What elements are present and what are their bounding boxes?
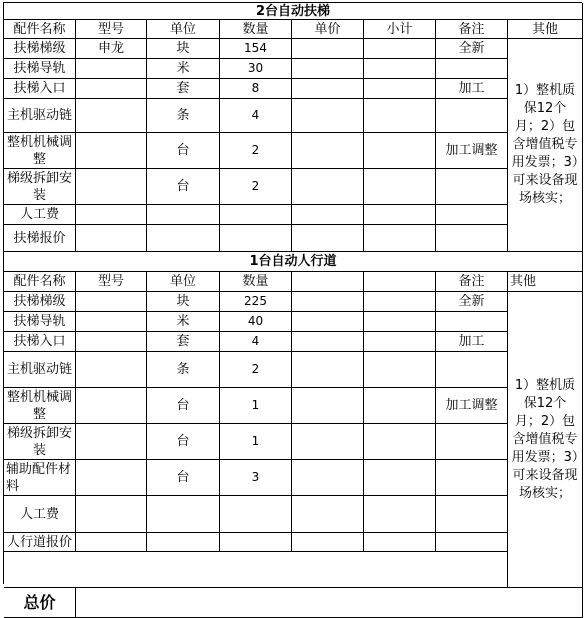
s2-row3-subtotal[interactable] — [364, 332, 436, 352]
s1-row7-note[interactable] — [436, 205, 508, 225]
s1-row3-price[interactable] — [292, 79, 364, 99]
s2-row4-model[interactable] — [76, 352, 147, 388]
s1-row3-note[interactable]: 加工 — [436, 79, 508, 99]
s1-row5-unit[interactable]: 台 — [147, 133, 220, 169]
s2-row4-qty[interactable]: 2 — [220, 352, 292, 388]
total-value[interactable] — [76, 588, 583, 618]
s2-row5-qty[interactable]: 1 — [220, 388, 292, 424]
s1-row5-model[interactable] — [76, 133, 147, 169]
s1-row4-name[interactable]: 主机驱动链 — [4, 99, 76, 133]
s1-row6-subtotal[interactable] — [364, 169, 436, 205]
s1-row7-qty[interactable] — [220, 205, 292, 225]
s2-row3-unit[interactable]: 套 — [147, 332, 220, 352]
s1-row7-subtotal[interactable] — [364, 205, 436, 225]
s2-row1-model[interactable] — [76, 292, 147, 312]
s2-row5-name[interactable]: 整机机械调整 — [4, 388, 76, 424]
s1-row6-price[interactable] — [292, 169, 364, 205]
s1-header-other[interactable]: 其他 — [508, 20, 583, 39]
s2-row2-unit[interactable]: 米 — [147, 312, 220, 332]
s2-header-note[interactable]: 备注 — [436, 272, 508, 292]
s2-row2-price[interactable] — [292, 312, 364, 332]
s1-row6-unit[interactable]: 台 — [147, 169, 220, 205]
s1-row5-price[interactable] — [292, 133, 364, 169]
s2-row2-name[interactable]: 扶梯导轨 — [4, 312, 76, 332]
s2-header-name[interactable]: 配件名称 — [4, 272, 76, 292]
s2-row4-subtotal[interactable] — [364, 352, 436, 388]
s2-row2-qty[interactable]: 40 — [220, 312, 292, 332]
s2-row4-price[interactable] — [292, 352, 364, 388]
s2-row1-note[interactable]: 全新 — [436, 292, 508, 312]
s2-row4-unit[interactable]: 条 — [147, 352, 220, 388]
s1-row1-subtotal[interactable] — [364, 39, 436, 59]
s2-row4-name[interactable]: 主机驱动链 — [4, 352, 76, 388]
s2-header-subtotal[interactable] — [364, 272, 436, 292]
s2-row2-model[interactable] — [76, 312, 147, 332]
s1-row6-qty[interactable]: 2 — [220, 169, 292, 205]
s2-row1-subtotal[interactable] — [364, 292, 436, 312]
s2-row8-qty[interactable] — [220, 496, 292, 533]
s2-row8-unit[interactable] — [147, 496, 220, 533]
s2-row5-note[interactable]: 加工调整 — [436, 388, 508, 424]
s2-row2-note[interactable] — [436, 312, 508, 332]
s2-row6-qty[interactable]: 1 — [220, 424, 292, 460]
s1-row3-qty[interactable]: 8 — [220, 79, 292, 99]
s2-row8-model[interactable] — [76, 496, 147, 533]
s1-row2-qty[interactable]: 30 — [220, 59, 292, 79]
s1-row2-name[interactable]: 扶梯导轨 — [4, 59, 76, 79]
s2-row3-price[interactable] — [292, 332, 364, 352]
s2-header-other[interactable]: 其他 — [508, 272, 583, 292]
s1-row3-model[interactable] — [76, 79, 147, 99]
s1-row2-note[interactable] — [436, 59, 508, 79]
s2-row1-name[interactable]: 扶梯梯级 — [4, 292, 76, 312]
s1-row7-model[interactable] — [76, 205, 147, 225]
s1-header-price[interactable]: 单价 — [292, 20, 364, 39]
s1-row8-name[interactable]: 扶梯报价 — [4, 225, 76, 252]
s1-row8-model[interactable] — [76, 225, 147, 252]
s1-row7-unit[interactable] — [147, 205, 220, 225]
s2-row3-note[interactable]: 加工 — [436, 332, 508, 352]
s1-row4-note[interactable] — [436, 99, 508, 133]
s2-header-qty[interactable]: 数量 — [220, 272, 292, 292]
s2-row1-qty[interactable]: 225 — [220, 292, 292, 312]
s2-row7-unit[interactable]: 台 — [147, 460, 220, 496]
s1-row5-qty[interactable]: 2 — [220, 133, 292, 169]
s2-row7-name[interactable]: 辅助配件材料 — [4, 460, 76, 496]
s1-row4-price[interactable] — [292, 99, 364, 133]
s1-row7-price[interactable] — [292, 205, 364, 225]
s1-row2-subtotal[interactable] — [364, 59, 436, 79]
s2-header-model[interactable]: 型号 — [76, 272, 147, 292]
s2-row8-subtotal[interactable] — [364, 496, 436, 533]
s1-row8-price[interactable] — [292, 225, 364, 252]
s2-other-notes[interactable]: 1）整机质保12个月；2）包含增值税专用发票；3）可来设备现场核实； — [508, 292, 583, 588]
s1-row7-name[interactable]: 人工费 — [4, 205, 76, 225]
s2-row9-unit[interactable] — [147, 533, 220, 552]
s1-row8-note[interactable] — [436, 225, 508, 252]
s2-row6-unit[interactable]: 台 — [147, 424, 220, 460]
s2-header-price[interactable] — [292, 272, 364, 292]
s2-row9-subtotal[interactable] — [364, 533, 436, 552]
s1-row6-note[interactable] — [436, 169, 508, 205]
s1-row5-note[interactable]: 加工调整 — [436, 133, 508, 169]
s2-row2-subtotal[interactable] — [364, 312, 436, 332]
s2-row9-model[interactable] — [76, 533, 147, 552]
s2-row6-note[interactable] — [436, 424, 508, 460]
s1-row5-subtotal[interactable] — [364, 133, 436, 169]
s1-row5-name[interactable]: 整机机械调整 — [4, 133, 76, 169]
s1-row8-unit[interactable] — [147, 225, 220, 252]
s2-row7-model[interactable] — [76, 460, 147, 496]
s2-row9-price[interactable] — [292, 533, 364, 552]
s2-row1-unit[interactable]: 块 — [147, 292, 220, 312]
s2-row7-price[interactable] — [292, 460, 364, 496]
s1-header-note[interactable]: 备注 — [436, 20, 508, 39]
s1-row6-name[interactable]: 梯级拆卸安装 — [4, 169, 76, 205]
quote-spreadsheet — [3, 2, 582, 612]
s1-row8-qty[interactable] — [220, 225, 292, 252]
s2-row8-price[interactable] — [292, 496, 364, 533]
s2-row1-price[interactable] — [292, 292, 364, 312]
s2-row8-note[interactable] — [436, 496, 508, 533]
s2-row6-subtotal[interactable] — [364, 424, 436, 460]
s2-row5-subtotal[interactable] — [364, 388, 436, 424]
s1-row2-unit[interactable]: 米 — [147, 59, 220, 79]
s1-row4-qty[interactable]: 4 — [220, 99, 292, 133]
s1-header-unit[interactable]: 单位 — [147, 20, 220, 39]
s2-row5-unit[interactable]: 台 — [147, 388, 220, 424]
s2-header-unit[interactable]: 单位 — [147, 272, 220, 292]
s1-row4-unit[interactable]: 条 — [147, 99, 220, 133]
s1-row3-subtotal[interactable] — [364, 79, 436, 99]
section1-title[interactable]: 2台自动扶梯 — [4, 3, 583, 20]
s2-row7-qty[interactable]: 3 — [220, 460, 292, 496]
s1-header-name[interactable]: 配件名称 — [4, 20, 76, 39]
s1-row1-price[interactable] — [292, 39, 364, 59]
s1-row1-unit[interactable]: 块 — [147, 39, 220, 59]
s1-other-notes[interactable]: 1）整机质保12个月；2）包含增值税专用发票；3）可来设备现场核实； — [508, 39, 583, 252]
s2-row8-name[interactable]: 人工费 — [4, 496, 76, 533]
s1-row6-model[interactable] — [76, 169, 147, 205]
s2-row6-name[interactable]: 梯级拆卸安装 — [4, 424, 76, 460]
s2-row9-name[interactable]: 人行道报价 — [4, 533, 76, 552]
s1-row1-note[interactable]: 全新 — [436, 39, 508, 59]
s2-row9-note[interactable] — [436, 533, 508, 552]
s1-row4-model[interactable] — [76, 99, 147, 133]
s2-row5-model[interactable] — [76, 388, 147, 424]
s1-row3-unit[interactable]: 套 — [147, 79, 220, 99]
s2-row6-model[interactable] — [76, 424, 147, 460]
s1-header-subtotal[interactable]: 小计 — [364, 20, 436, 39]
s1-row2-model[interactable] — [76, 59, 147, 79]
s1-row3-name[interactable]: 扶梯入口 — [4, 79, 76, 99]
s2-row6-price[interactable] — [292, 424, 364, 460]
s1-row1-name[interactable]: 扶梯梯级 — [4, 39, 76, 59]
s1-row8-subtotal[interactable] — [364, 225, 436, 252]
s2-row5-price[interactable] — [292, 388, 364, 424]
s1-header-model[interactable]: 型号 — [76, 20, 147, 39]
s1-row2-price[interactable] — [292, 59, 364, 79]
s2-row4-note[interactable] — [436, 352, 508, 388]
section2-title[interactable]: 1台自动人行道 — [4, 252, 583, 272]
s2-row7-note[interactable] — [436, 460, 508, 496]
s1-header-qty[interactable]: 数量 — [220, 20, 292, 39]
s2-row3-name[interactable]: 扶梯入口 — [4, 332, 76, 352]
blank-row[interactable] — [4, 552, 508, 588]
s2-row7-subtotal[interactable] — [364, 460, 436, 496]
s2-row9-qty[interactable] — [220, 533, 292, 552]
s1-row4-subtotal[interactable] — [364, 99, 436, 133]
s2-row3-qty[interactable]: 4 — [220, 332, 292, 352]
s1-row1-qty[interactable]: 154 — [220, 39, 292, 59]
s1-row1-model[interactable]: 申龙 — [76, 39, 147, 59]
s2-row3-model[interactable] — [76, 332, 147, 352]
total-label[interactable]: 总价 — [4, 588, 76, 618]
